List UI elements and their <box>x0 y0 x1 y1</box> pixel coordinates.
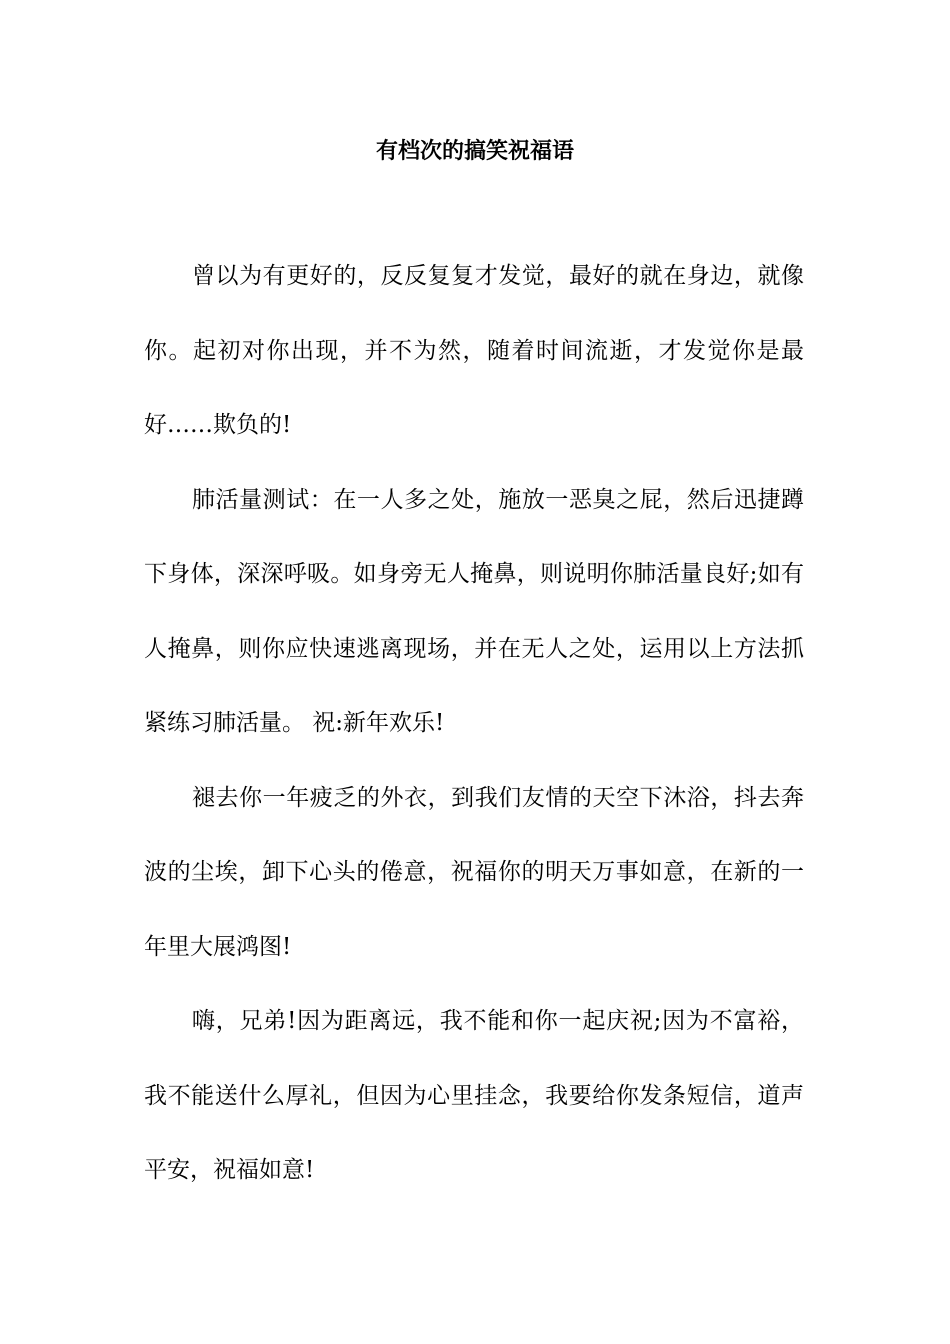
paragraph-2: 肺活量测试：在一人多之处，施放一恶臭之屁，然后迅捷蹲下身体，深深呼吸。如身旁无人掩鼻，则说明你肺活量良好;如有人掩鼻，则你应快速逃离现场，并在无人之处，运用以上方法抓紧练习肺活量。 祝:新年欢乐! <box>144 486 804 736</box>
paragraph-4: 嗨，兄弟!因为距离远，我不能和你一起庆祝;因为不富裕，我不能送什么厚礼，但因为心里挂念，我要给你发条短信，道声平安，祝福如意! <box>144 1008 804 1183</box>
paragraph-1: 曾以为有更好的，反反复复才发觉，最好的就在身边，就像你。起初对你出现，并不为然，随着时间流逝，才发觉你是最好……欺负的! <box>144 263 804 438</box>
document-title: 有档次的搞笑祝福语 <box>375 138 574 164</box>
paragraph-3: 褪去你一年疲乏的外衣，到我们友情的天空下沐浴，抖去奔波的尘埃，卸下心头的倦意，祝福你的明天万事如意，在新的一年里大展鸿图! <box>144 784 804 960</box>
document-body <box>144 239 804 1208</box>
